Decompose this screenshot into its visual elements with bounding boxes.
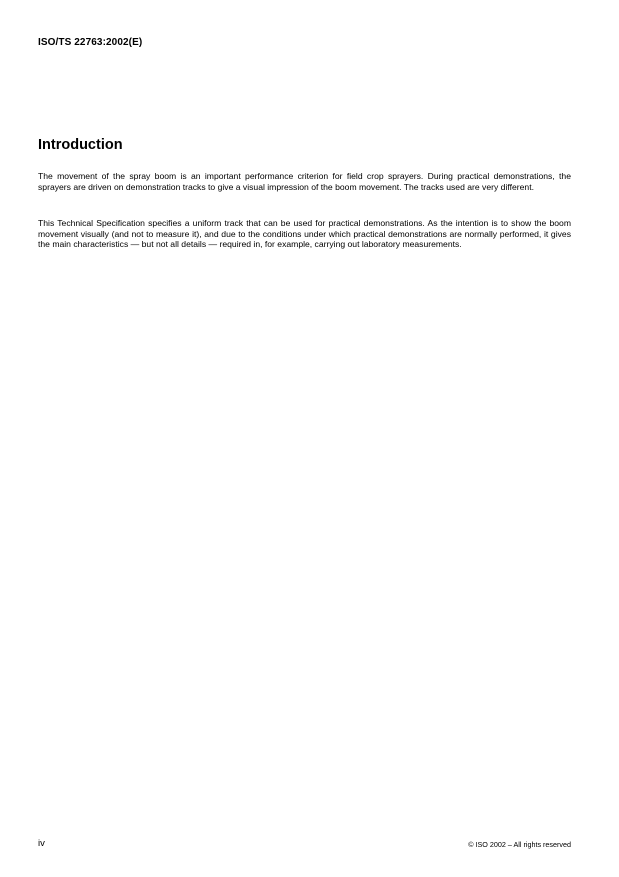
paragraph-1: The movement of the spray boom is an important performance criterion for field crop sprayers. During practical demonstrations, the sprayers are driven on demonstration tracks to give a visual impression of the boom movement. The tracks used are very different. <box>38 171 571 192</box>
section-title: Introduction <box>38 137 123 153</box>
copyright-notice: © ISO 2002 – All rights reserved <box>468 840 571 849</box>
document-id-header: ISO/TS 22763:2002(E) <box>38 37 143 48</box>
paragraph-2: This Technical Specification specifies a uniform track that can be used for practical demonstrations. As the intention is to show the boom movement visually (and not to measure it), and due to the conditions under which practical demonstrations are normally performed, it gives the main characteristics — but not all details — required in, for example, carrying out laboratory measurements. <box>38 218 571 250</box>
page-number: iv <box>38 838 45 849</box>
